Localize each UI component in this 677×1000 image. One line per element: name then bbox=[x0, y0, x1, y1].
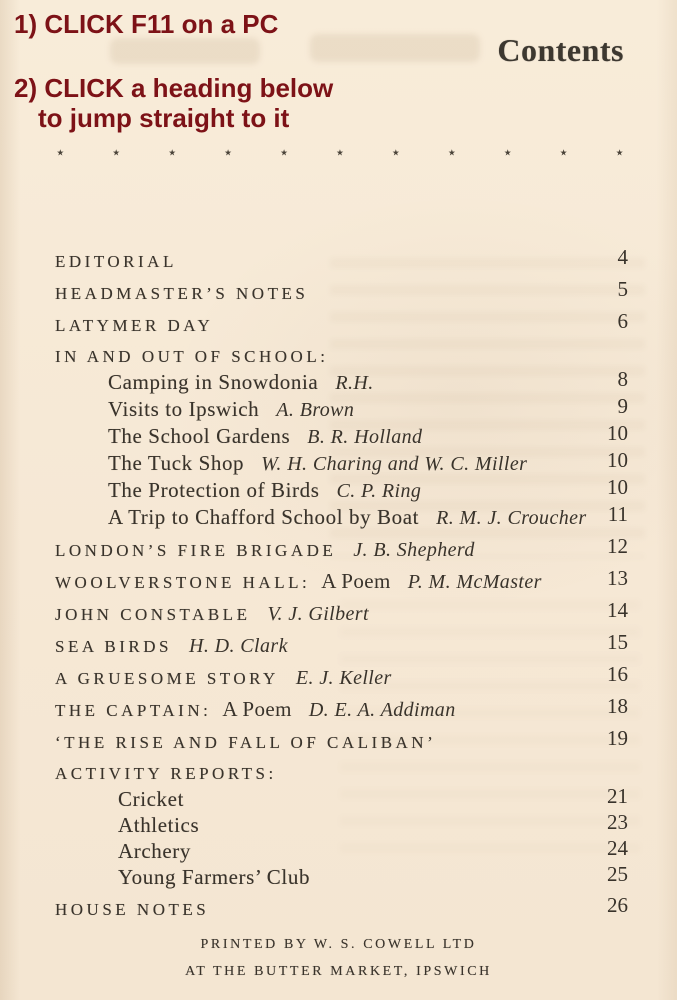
colophon-line2: AT THE BUTTER MARKET, IPSWICH bbox=[185, 964, 492, 979]
star-icon: ⋆ bbox=[446, 143, 458, 163]
toc-entry-title: EDITORIAL bbox=[55, 252, 177, 271]
toc-entry-title: LATYMER DAY bbox=[55, 316, 214, 335]
page-number: 10 bbox=[607, 421, 628, 445]
star-icon: ⋆ bbox=[558, 143, 569, 163]
toc-entry[interactable] bbox=[55, 566, 628, 593]
toc-entry-title: HOUSE NOTES bbox=[55, 900, 210, 919]
toc-entry[interactable] bbox=[55, 534, 628, 561]
toc-entry-title: A GRUESOME STORY bbox=[55, 669, 279, 688]
toc-entry-title: Archery bbox=[118, 839, 191, 863]
toc-entry-author: B. R. Holland bbox=[307, 426, 423, 448]
page-number: 5 bbox=[617, 277, 628, 301]
toc-entry-author: J. B. Shepherd bbox=[353, 539, 475, 561]
page-number: 6 bbox=[617, 309, 628, 333]
colophon-line1: PRINTED BY W. S. COWELL LTD bbox=[200, 937, 477, 952]
toc-entry[interactable] bbox=[55, 836, 628, 863]
instruction-2 bbox=[14, 73, 333, 133]
toc-entry-title: ACTIVITY REPORTS: bbox=[55, 764, 277, 783]
toc-entry-title: IN AND OUT OF SCHOOL: bbox=[55, 347, 329, 366]
toc-entry-author: H. D. Clark bbox=[189, 635, 288, 657]
page-number: 10 bbox=[607, 475, 628, 499]
printer-colophon bbox=[0, 931, 677, 985]
toc-entry[interactable] bbox=[55, 662, 628, 689]
star-icon: ⋆ bbox=[110, 143, 122, 163]
toc-entry[interactable] bbox=[55, 475, 628, 502]
page-number: 16 bbox=[607, 662, 628, 686]
toc-entry-title: Young Farmers’ Club bbox=[118, 865, 311, 889]
table-of-contents bbox=[55, 245, 628, 920]
toc-entry-subtitle: A Poem bbox=[321, 569, 391, 593]
toc-entry-title: The School Gardens bbox=[108, 424, 291, 448]
toc-entry[interactable] bbox=[55, 367, 628, 394]
toc-entry-title: WOOLVERSTONE HALL: bbox=[55, 573, 311, 592]
page-number: 13 bbox=[607, 566, 628, 590]
toc-entry[interactable] bbox=[55, 245, 628, 272]
instruction-2-line2: to jump straight to it bbox=[38, 103, 290, 133]
toc-entry[interactable] bbox=[55, 862, 628, 889]
page-number: 19 bbox=[607, 726, 628, 750]
page-number: 15 bbox=[607, 630, 628, 654]
page-number: 24 bbox=[607, 836, 628, 860]
toc-entry[interactable] bbox=[55, 421, 628, 448]
toc-entry-author: P. M. McMaster bbox=[407, 571, 542, 593]
star-icon: ⋆ bbox=[222, 143, 234, 163]
page-number: 4 bbox=[617, 245, 628, 269]
toc-entry-title: ‘THE RISE AND FALL OF CALIBAN’ bbox=[55, 733, 437, 752]
star-icon: ⋆ bbox=[55, 143, 66, 163]
toc-entry-title: Visits to Ipswich bbox=[108, 397, 260, 421]
toc-entry[interactable] bbox=[55, 448, 628, 475]
toc-entry[interactable] bbox=[55, 598, 628, 625]
toc-entry-author: R.H. bbox=[335, 372, 374, 394]
toc-entry-subtitle: A Poem bbox=[222, 697, 292, 721]
instruction-2-line1: 2) CLICK a heading below bbox=[14, 73, 334, 103]
page-number: 9 bbox=[617, 394, 628, 418]
toc-entry-author: W. H. Charing and W. C. Miller bbox=[261, 453, 528, 475]
toc-entry[interactable] bbox=[55, 784, 628, 811]
overlay-instructions bbox=[14, 9, 333, 133]
toc-entry[interactable] bbox=[55, 346, 628, 367]
toc-entry-title: A Trip to Chafford School by Boat bbox=[108, 505, 420, 529]
toc-entry-author: V. J. Gilbert bbox=[267, 603, 369, 625]
toc-entry-title: LONDON’S FIRE BRIGADE bbox=[55, 541, 337, 560]
toc-entry[interactable] bbox=[55, 309, 628, 336]
toc-entry[interactable] bbox=[55, 277, 628, 304]
toc-entry[interactable] bbox=[55, 763, 628, 784]
toc-entry[interactable] bbox=[55, 502, 628, 529]
star-icon: ⋆ bbox=[614, 143, 625, 163]
toc-entry[interactable] bbox=[55, 630, 628, 657]
page-number: 14 bbox=[607, 598, 628, 622]
toc-entry[interactable] bbox=[55, 694, 628, 721]
toc-entry[interactable] bbox=[55, 726, 628, 753]
page-number: 21 bbox=[607, 784, 628, 808]
page-number: 25 bbox=[607, 862, 628, 886]
star-separator bbox=[55, 143, 625, 163]
toc-entry-title: THE CAPTAIN: bbox=[55, 701, 212, 720]
bleedthrough-artifact bbox=[310, 34, 480, 62]
toc-entry-title: Camping in Snowdonia bbox=[108, 370, 319, 394]
star-icon: ⋆ bbox=[334, 143, 346, 163]
page-number: 11 bbox=[607, 502, 628, 526]
page-title: Contents bbox=[497, 32, 624, 68]
toc-entry-title: Athletics bbox=[118, 813, 200, 837]
page-number: 12 bbox=[607, 534, 628, 558]
toc-entry-title: JOHN CONSTABLE bbox=[55, 605, 251, 624]
toc-entry[interactable] bbox=[55, 810, 628, 837]
toc-entry-author: A. Brown bbox=[276, 399, 355, 421]
star-icon: ⋆ bbox=[390, 143, 402, 163]
toc-entry-author: D. E. A. Addiman bbox=[308, 699, 456, 721]
page-number: 10 bbox=[607, 448, 628, 472]
toc-entry[interactable] bbox=[55, 394, 628, 421]
toc-entry[interactable] bbox=[55, 893, 628, 920]
toc-entry-title: The Protection of Birds bbox=[108, 478, 320, 502]
star-icon: ⋆ bbox=[166, 143, 178, 163]
page-number: 8 bbox=[617, 367, 628, 391]
toc-entry-author: E. J. Keller bbox=[295, 667, 392, 689]
toc-entry-title: HEADMASTER’S NOTES bbox=[55, 284, 309, 303]
page-number: 26 bbox=[607, 893, 628, 917]
star-icon: ⋆ bbox=[278, 143, 290, 163]
toc-entry-title: Cricket bbox=[118, 787, 185, 811]
star-icon: ⋆ bbox=[502, 143, 514, 163]
toc-entry-author: R. M. J. Croucher bbox=[436, 507, 587, 529]
toc-entry-author: C. P. Ring bbox=[336, 480, 422, 502]
toc-entry-title: The Tuck Shop bbox=[108, 451, 245, 475]
page-number: 18 bbox=[607, 694, 628, 718]
page-number: 23 bbox=[607, 810, 628, 834]
instruction-1: 1) CLICK F11 on a PC bbox=[14, 9, 279, 39]
toc-entry-title: SEA BIRDS bbox=[55, 637, 172, 656]
